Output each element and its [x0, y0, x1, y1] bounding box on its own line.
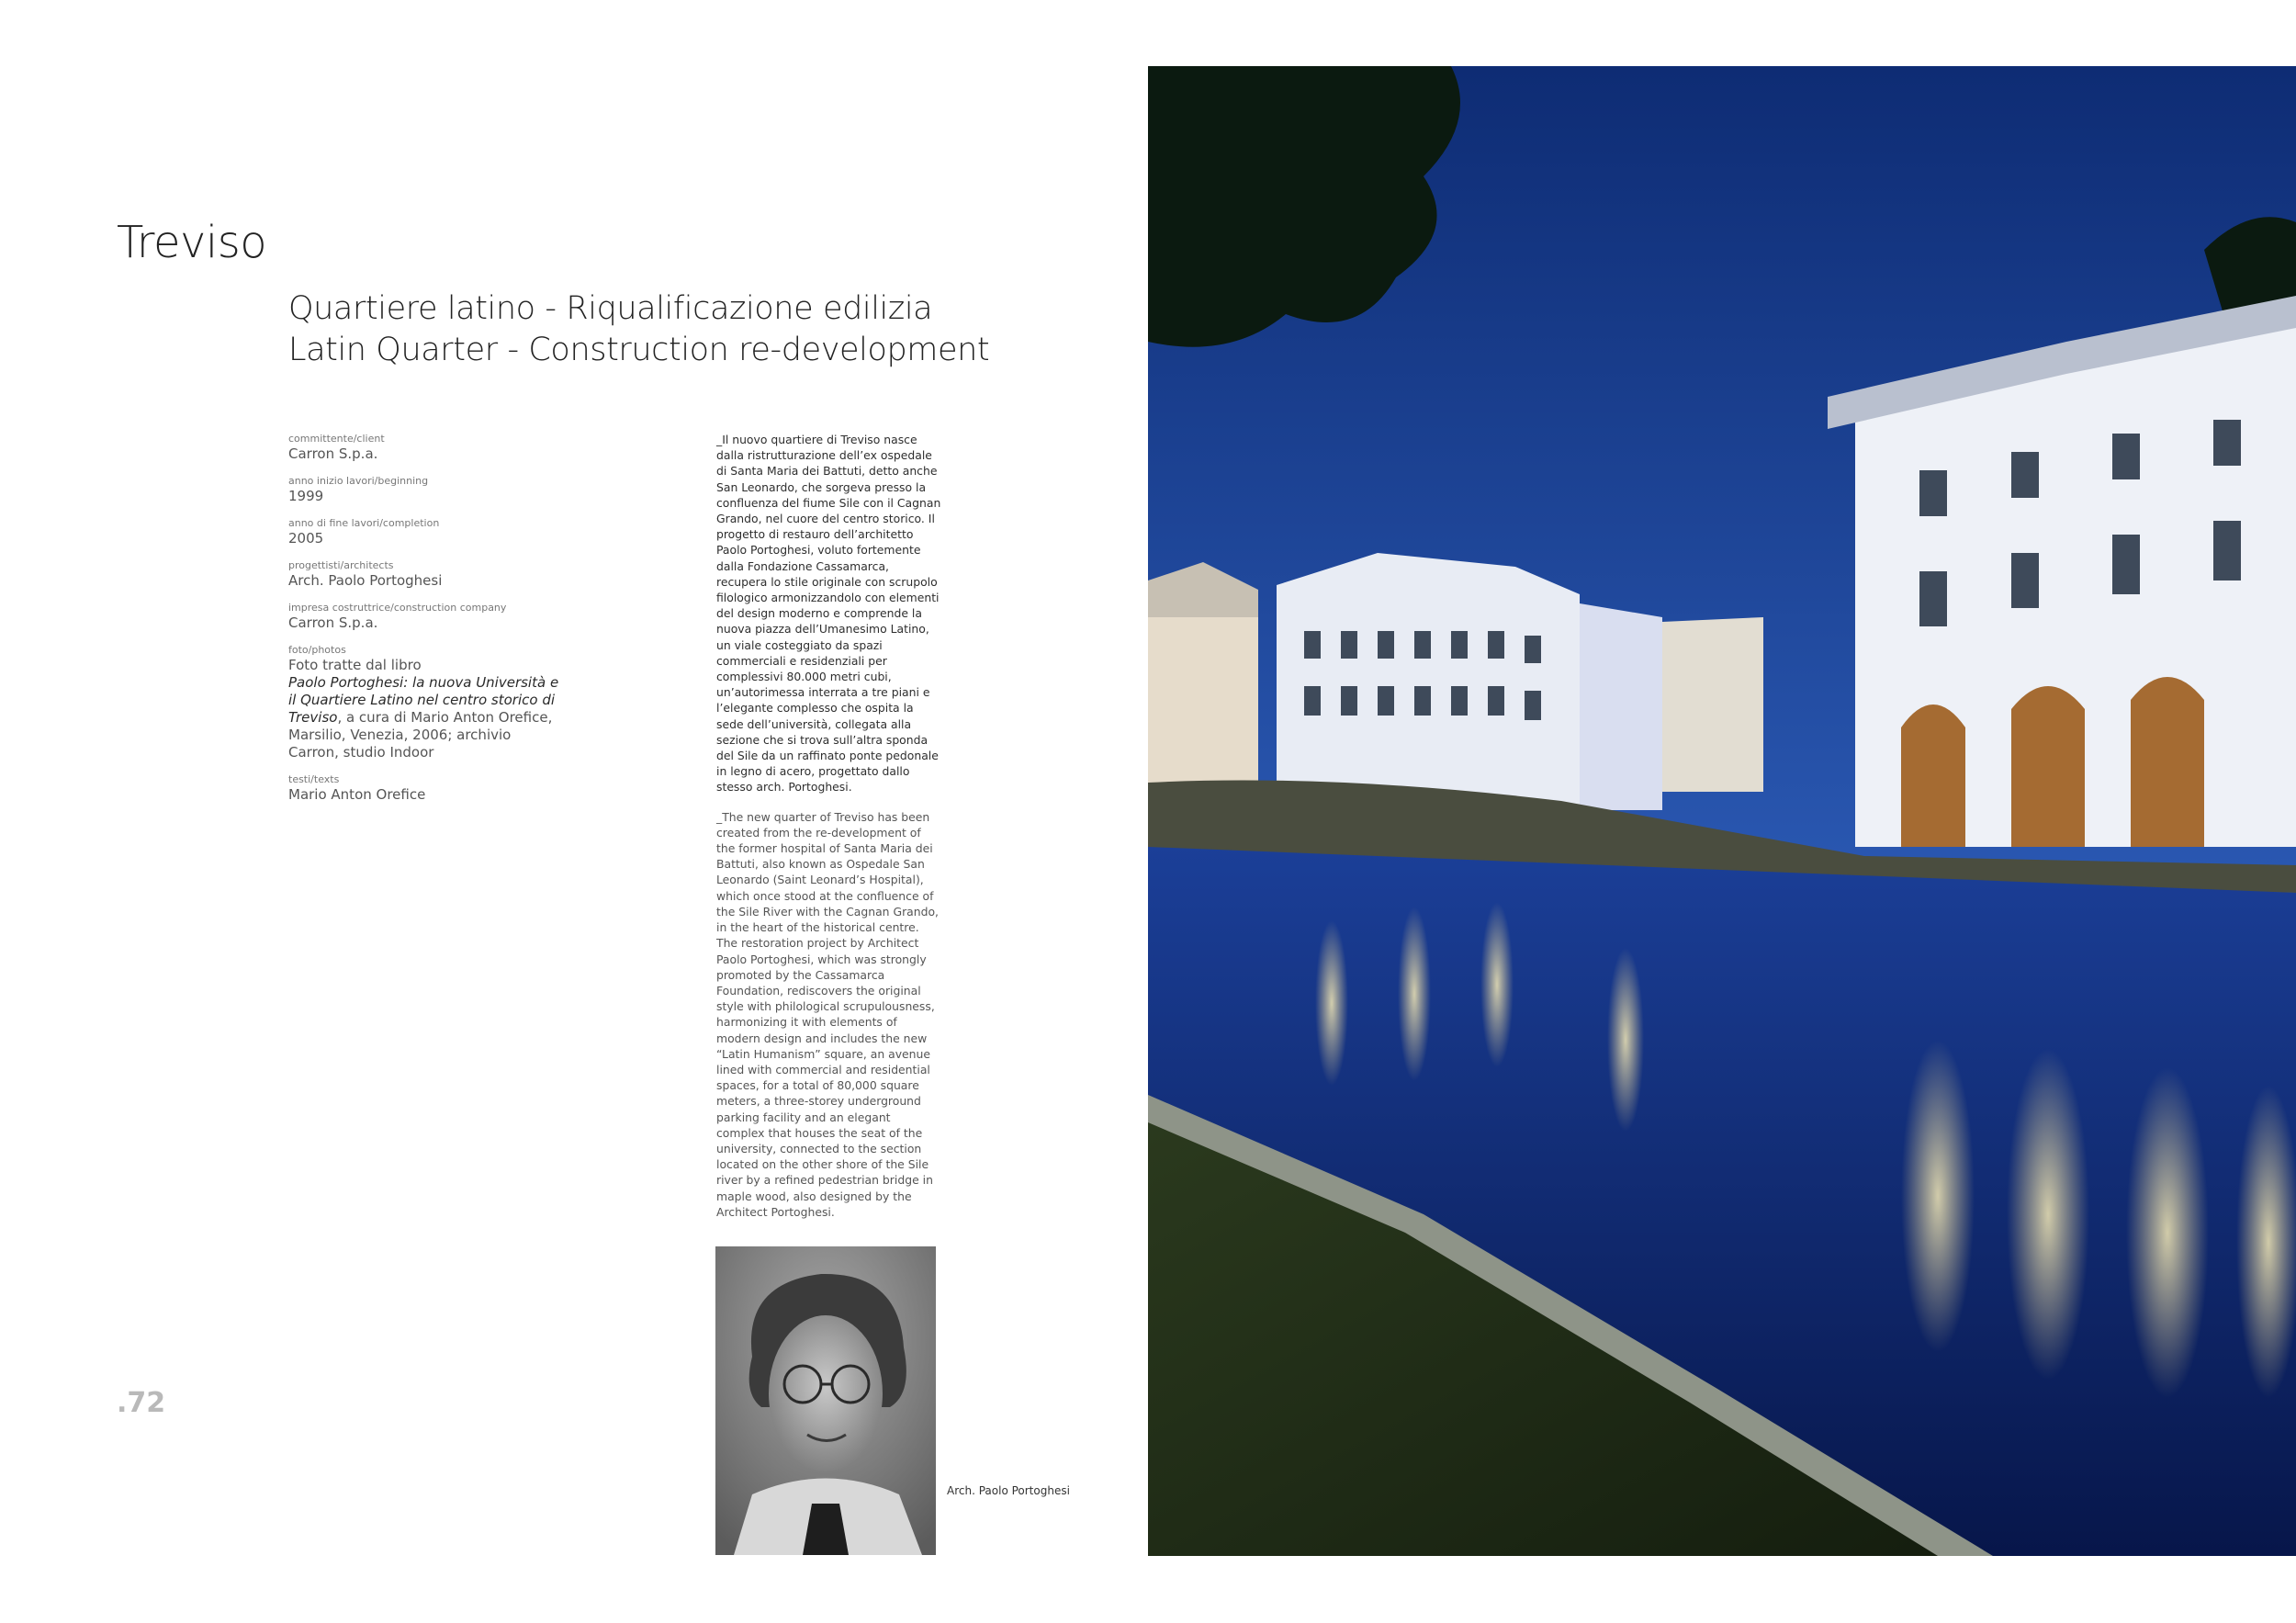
page-number: .72: [117, 1387, 166, 1419]
project-subtitle: [288, 288, 989, 371]
photos-book-title: Paolo Portoghesi: la nuova Università e il Quartiere Latino nel centro storico di Treviso: [288, 674, 559, 726]
meta-architects: [288, 558, 692, 590]
architect-portrait: [715, 1246, 936, 1555]
page-title: Treviso: [117, 217, 267, 268]
photos-line1: Foto tratte dal libro: [288, 657, 422, 673]
client-label: committente/client: [288, 433, 385, 445]
subtitle-english: Latin Quarter - Construction re-development: [288, 332, 990, 368]
meta-beginning: [288, 474, 692, 505]
texts-label: testi/texts: [288, 773, 340, 785]
photo-image: [1148, 66, 2296, 1556]
beginning-label: anno inizio lavori/beginning: [288, 475, 429, 487]
company-value: Carron S.p.a.: [288, 614, 378, 631]
photos-value: [288, 657, 564, 761]
architects-value: Arch. Paolo Portoghesi: [288, 572, 443, 589]
project-metadata: [288, 432, 692, 815]
company-label: impresa costruttrice/construction company: [288, 602, 507, 614]
meta-photos: [288, 643, 692, 761]
subtitle-italian: Quartiere latino - Riqualificazione edilizia: [288, 290, 933, 327]
meta-company: [288, 601, 692, 632]
body-text-english: _The new quarter of Treviso has been created from the re-development of the former hospital of Santa Maria dei Battuti, also known as Ospedale San Leonardo (Saint Leonard’s Hospital), which once stood at the confluence of the Sile River with the Cagnan Grando, in the heart of the historical centre. The restoration project by Architect Paolo Portoghesi, which was strongly promoted by the Cassamarca Foundation, rediscovers the original style with philological scrupulousness, harmonizing it with elements of modern design and includes the new “Latin Humanism” square, an avenue lined with commercial and residential spaces, for a total of 80,000 square meters, a three-storey underground parking facility and an elegant complex that houses the seat of the university, connected to the section located on the other shore of the Sile river by a refined pedestrian bridge in maple wood, also designed by the Architect Portoghesi.: [716, 809, 939, 1219]
architects-label: progettisti/architects: [288, 559, 394, 571]
completion-value: 2005: [288, 530, 324, 547]
beginning-value: 1999: [288, 488, 324, 504]
meta-texts: [288, 772, 692, 804]
portrait-caption: Arch. Paolo Portoghesi: [947, 1484, 1070, 1497]
client-value: Carron S.p.a.: [288, 445, 378, 462]
body-text-column: [716, 432, 941, 1234]
portrait-image: [715, 1246, 936, 1555]
completion-label: anno di fine lavori/completion: [288, 517, 440, 529]
treviso-night-photo: [1148, 66, 2296, 1556]
photos-label: foto/photos: [288, 644, 346, 656]
texts-value: Mario Anton Orefice: [288, 786, 426, 803]
meta-completion: [288, 516, 692, 547]
photos-rest: , a cura di Mario Anton Orefice, Marsilio, Venezia, 2006; archivio Carron, studio Indoor: [288, 709, 553, 761]
meta-client: [288, 432, 692, 463]
body-text-italian: _Il nuovo quartiere di Treviso nasce dalla ristrutturazione dell’ex ospedale di Santa Maria dei Battuti, detto anche San Leonardo, che sorgeva presso la confluenza del fiume Sile con il Cagnan Grando, nel cuore del centro storico. Il progetto di restauro dell’architetto Paolo Portoghesi, voluto fortemente dalla Fondazione Cassamarca, recupera lo stile originale con scrupolo filologico armonizzandolo con elementi del design moderno e comprende la nuova piazza dell’Umanesimo Latino, un viale costeggiato da spazi commerciali e residenziali per complessivi 80.000 metri cubi, un’autorimessa interrata a tre piani e l’elegante complesso che ospita la sede dell’università, collegata alla sezione che si trova sull’altra sponda del Sile da un raffinato ponte pedonale in legno di acero, progettato dallo stesso arch. Portoghesi.: [716, 433, 941, 795]
